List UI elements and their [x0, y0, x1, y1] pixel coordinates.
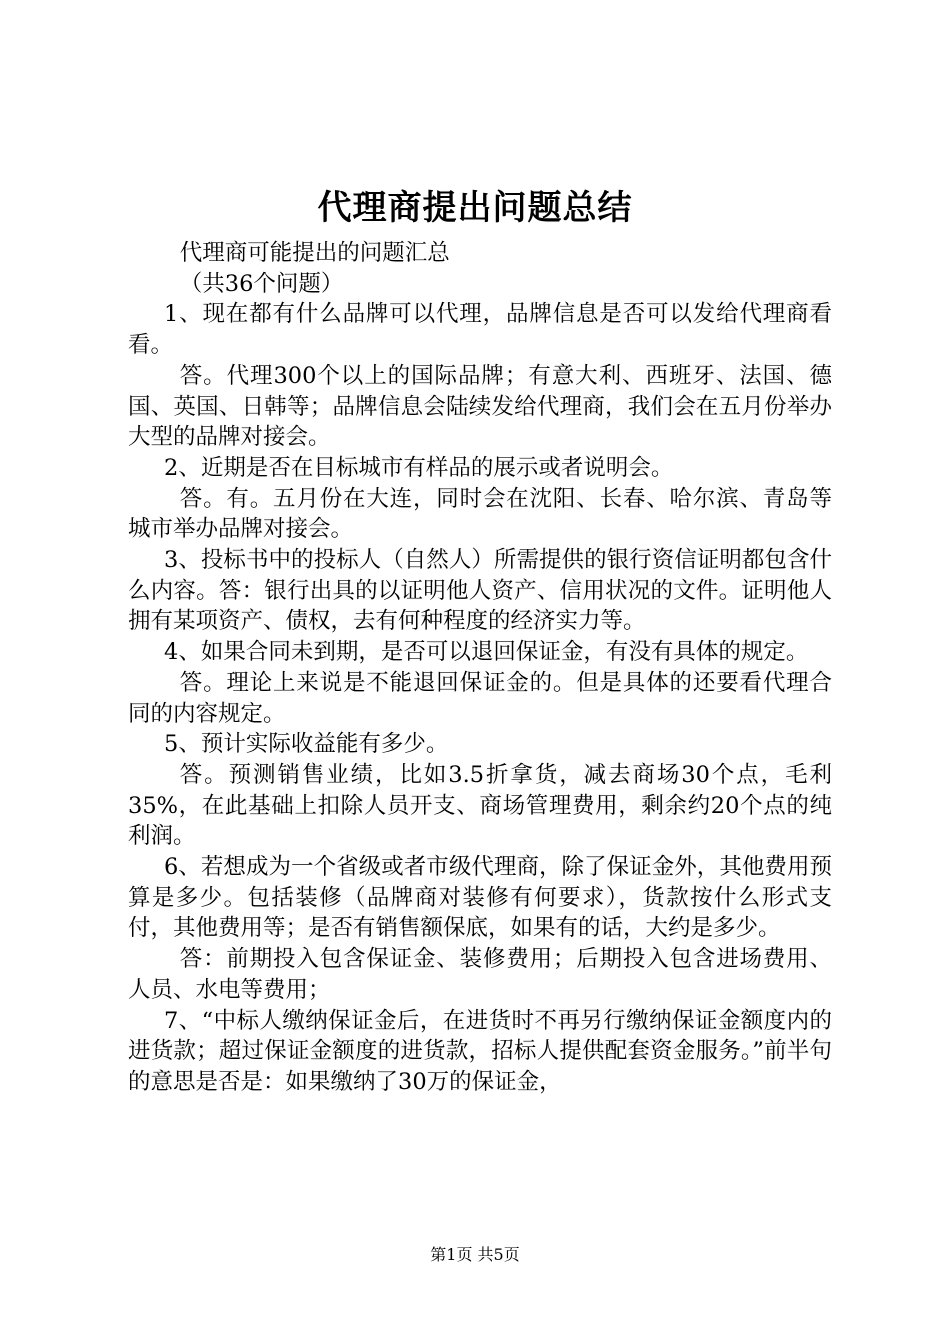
count-note: （共36个问题） [179, 270, 344, 297]
question-4: 4、如果合同未到期，是否可以退回保证金，有没有具体的规定。 [164, 639, 809, 666]
answer-4: 答。理论上来说是不能退回保证金的。但是具体的还要看代理合同的内容规定。 [128, 669, 832, 727]
question-2: 2、近期是否在目标城市有样品的展示或者说明会。 [164, 454, 674, 481]
answer-6: 答：前期投入包含保证金、装修费用；后期投入包含进场费用、人员、水电等费用； [128, 946, 832, 1003]
subtitle: 代理商可能提出的问题汇总 [179, 240, 450, 266]
question-6: 6、若想成为一个省级或者市级代理商，除了保证金外，其他费用预算是多少。包括装修（品牌商对装修有何要求），货款按什么形式支付，其他费用等；是否有销售额保底，如果有的话，大约是多少。 [128, 854, 832, 942]
answer-5: 答。预测销售业绩，比如3.5折拿货，减去商场30个点，毛利35%，在此基础上扣除人员开支、商场管理费用，剩余约20个点的纯利润。 [128, 761, 832, 850]
document-body [128, 238, 832, 1098]
answer-1: 答。代理300个以上的国际品牌；有意大利、西班牙、法国、德国、英国、日韩等；品牌信息会陆续发给代理商，我们会在五月份举办大型的品牌对接会。 [128, 362, 832, 451]
question-5: 5、预计实际收益能有多少。 [164, 731, 449, 758]
page-footer: 第1页 共5页 [430, 1245, 520, 1264]
document-title: 代理商提出问题总结 [317, 188, 633, 228]
question-7: 7、“中标人缴纳保证金后，在进货时不再另行缴纳保证金额度内的进货款；超过保证金额度的进货款，招标人提供配套资金服务。”前半句的意思是否是：如果缴纳了30万的保证金， [128, 1007, 832, 1095]
question-3: 3、投标书中的投标人（自然人）所需提供的银行资信证明都包含什么内容。答：银行出具的以证明他人资产、信用状况的文件。证明他人拥有某项资产、债权，去有何种程度的经济实力等。 [128, 547, 832, 635]
answer-2: 答。有。五月份在大连，同时会在沈阳、长春、哈尔滨、青岛等城市举办品牌对接会。 [128, 485, 832, 543]
question-1: 1、现在都有什么品牌可以代理，品牌信息是否可以发给代理商看看。 [128, 301, 832, 359]
